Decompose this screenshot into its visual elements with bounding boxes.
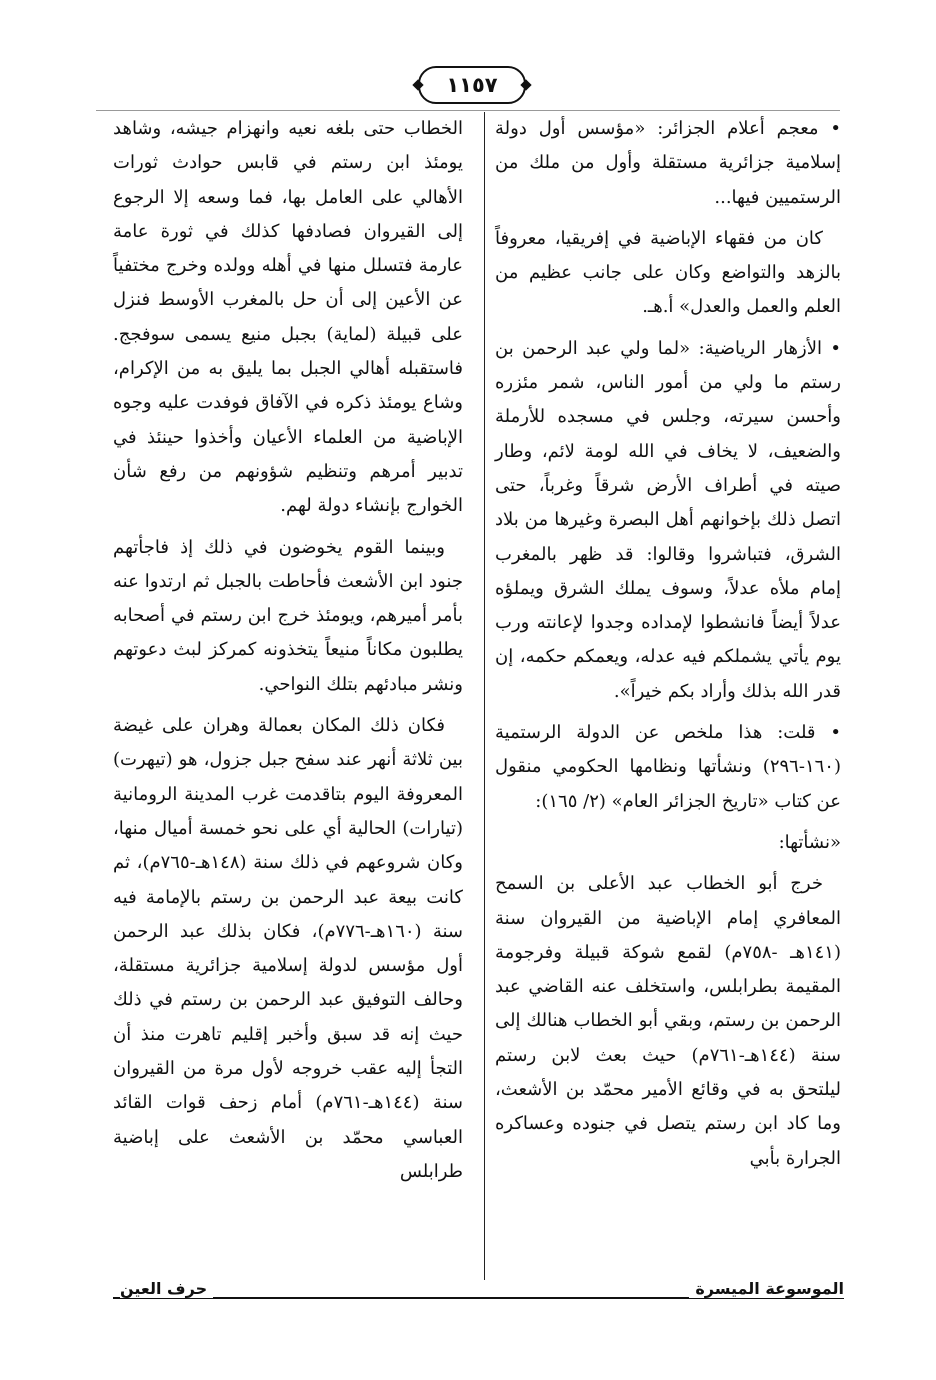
paragraph: • الأزهار الرياضية: «لما ولي عبد الرحمن بن رستم ما ولي من أمور الناس، شمر مئزره وأحسن سيرته، وجلس في مسجده للأرملة والضعيف، لا يخاف في الله لومة لائم، وطار صيته في أطراف الأرض شرقاً وغرباً، حتى اتصل ذلك بإخوانهم أهل البصرة وغيرها من بلاد الشرق، فتباشروا وقالوا: قد ظهر بالمغرب إمام ملأه عدلاً، وسوف يملك الشرق ويملؤه عدلاً أيضاً فانشطوا لإمداده وجدوا لإعانته ورب يوم يأتي يشملكم فيه عدله، ويعمكم حكمه، إن قدر الله بذلك وأراد بكم خيراً». [495,337,841,702]
right-column [495,112,841,1183]
footer-section: حرف العين [120,1279,213,1298]
paragraph: الخطاب حتى بلغه نعيه وانهزام جيشه، وشاهد يومئذ ابن رستم في قابس حوادث ثورات الأهالي على العامل بها، فما وسعه إلا الرجوع إلى القيروان فصادفها كذلك في ثورة عامة عارمة فتسلل منها في أهله وولده وخرج مختفياً عن الأعين إلى أن حل بالمغرب الأوسط فنزل على قبيلة (لماية) بجبل منيع يسمى سوفجج. فاستقبله أهالي الجبل بما يليق به من الإكرام، وشاع يومئذ ذكره في الآفاق فوفدت عليه وجوه الإباضية من العلماء الأعيان وأخذوا حينئذ في تدبير أمرهم وتنظيم شؤونهم من رفع شأن الخوارج بإنشاء دولة لهم. [113,118,463,517]
paragraph: «نشأتها: [778,831,841,853]
footer-book-title: الموسوعة الميسرة [689,1279,844,1298]
paragraph: • معجم أعلام الجزائر: «مؤسس أول دولة إسلامية جزائرية مستقلة وأول من ملك من الرستميين فيها... [495,118,841,208]
left-column [113,112,463,1196]
page-number: ١١٥٧ [418,66,526,104]
column-divider [484,112,485,1280]
header-rule [96,110,840,111]
paragraph: وبينما القوم يخوضون في ذلك إذ فاجأتهم جنود ابن الأشعث فأحاطت بالجبل ثم ارتدوا عنه بأمر أميرهم، ويومئذ خرج ابن رستم في أصحابه يطلبون مكاناً منيعاً يتخذونه كمركز لبث دعوتهم ونشر مبادئهم بتلك النواحي. [113,536,463,695]
paragraph: كان من فقهاء الإباضية في إفريقيا، معروفاً بالزهد والتواضع وكان على جانب عظيم من العلم والعمل والعدل» أ.هـ. [495,227,841,318]
paragraph: • قلت: هذا ملخص عن الدولة الرستمية (١٦٠-٢٩٦) ونشأتها ونظامها الحكومي منقول عن كتاب «تاريخ الجزائر العام» (٢/ ١٦٥): [495,722,841,812]
paragraph: فكان ذلك المكان بعمالة وهران على غيضة بين ثلاثة أنهر عند سفح جبل جزول، هو (تيهرت) المعروفة اليوم بتاقدمت غرب المدينة الرومانية (تيارات) الحالية أي على نحو خمسة أميال منها، وكان شروعهم في ذلك سنة (١٤٨هـ-٧٦٥م)، ثم كانت بيعة عبد الرحمن بن رستم بالإمامة فيه سنة (١٦٠هـ-٧٧٦م)، فكان بذلك عبد الرحمن أول مؤسس لدولة إسلامية جزائرية مستقلة، وحالف التوفيق عبد الرحمن بن رستم في ذلك حيث إنه قد سبق وأخبر إقليم تاهرت منذ أن التجأ إليه عقب خروجه لأول مرة من القيروان سنة (١٤٤هـ-٧٦١م) أمام زحف قوات القائد العباسي محمّد بن الأشعث على إباضية طرابلس [113,715,464,1182]
paragraph: خرج أبو الخطاب عبد الأعلى بن السمح المعافري إمام الإباضية من القيروان سنة (١٤١هـ -٧٥٨م) لقمع شوكة قبيلة وفرجومة المقيمة بطرابلس، واستخلف عنه القاضي عبد الرحمن بن رستم، وبقي أبو الخطاب هنالك إلى سنة (١٤٤هـ-٧٦١م) حيث بعث لابن رستم ليلتحق به في وقائع الأمير محمّد بن الأشعث، وما كاد ابن رستم يتصل في جنوده وعساكره الجرارة بأبي [495,873,841,1169]
